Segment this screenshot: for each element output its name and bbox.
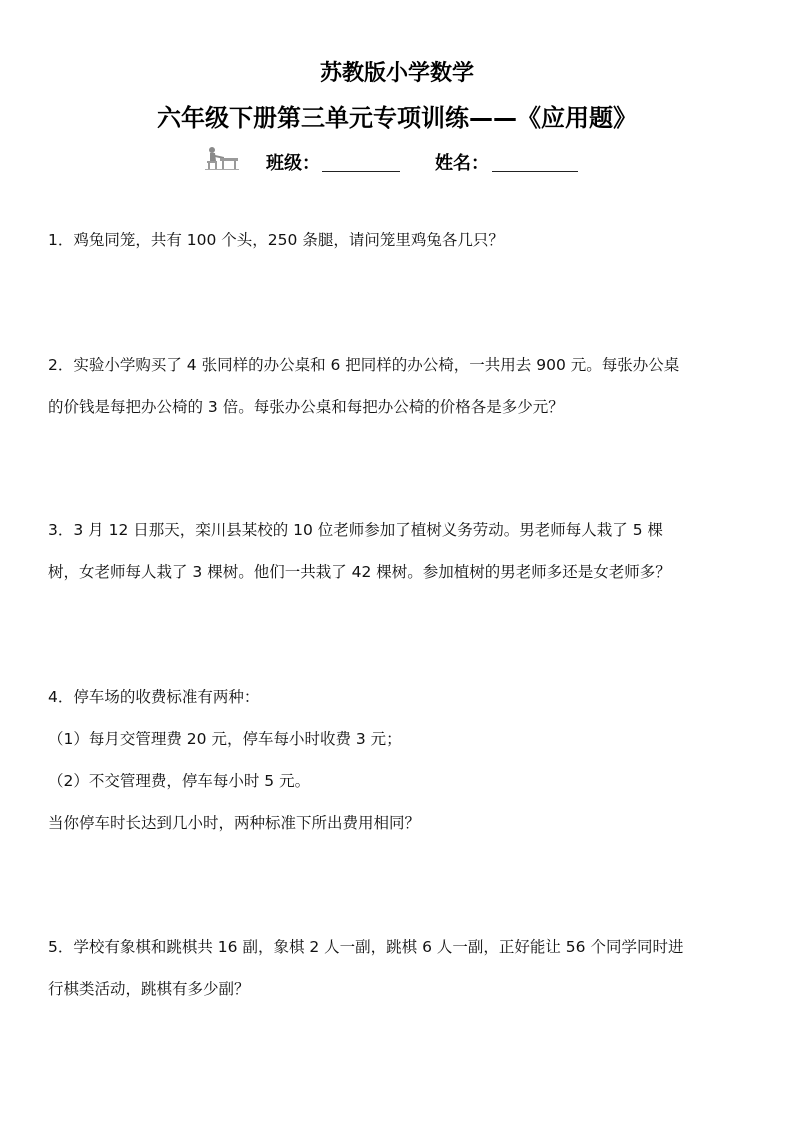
question-5-line-2: 行棋类活动，跳棋有多少副？	[48, 980, 250, 998]
worksheet-title: 苏教版小学数学	[319, 61, 474, 86]
question-1-line-1: 1．鸡兔同笼，共有 100 个头，250 条腿，请问笼里鸡兔各几只？	[48, 231, 504, 249]
question-3-line-2: 树，女老师每人栽了 3 棵树。他们一共栽了 42 棵树。参加植树的男老师多还是女老师多？	[48, 563, 671, 581]
question-4	[48, 676, 748, 844]
question-1	[48, 219, 748, 261]
question-4-line-2: （1）每月交管理费 20 元，停车每小时收费 3 元；	[48, 730, 402, 748]
question-4-line-3: （2）不交管理费，停车每小时 5 元。	[48, 772, 311, 790]
question-4-line-1: 4．停车场的收费标准有两种：	[48, 688, 260, 706]
question-2	[48, 344, 748, 428]
question-2-line-2: 的价钱是每把办公椅的 3 倍。每张办公桌和每把办公椅的价格各是多少元？	[48, 398, 564, 416]
worksheet-subtitle: 六年级下册第三单元专项训练——《应用题》	[157, 104, 637, 132]
question-2-line-1: 2．实验小学购买了 4 张同样的办公桌和 6 把同样的办公椅，一共用去 900 元。每张办公桌	[48, 356, 680, 374]
class-field[interactable]	[322, 171, 400, 172]
student-desk-icon	[204, 145, 240, 171]
name-field[interactable]	[492, 171, 578, 172]
question-4-line-4: 当你停车时长达到几小时，两种标准下所出费用相同？	[48, 814, 421, 832]
question-3	[48, 509, 748, 593]
name-label: 姓名：	[435, 153, 489, 174]
question-5	[48, 926, 748, 1010]
question-3-line-1: 3．3 月 12 日那天，栾川县某校的 10 位老师参加了植树义务劳动。男老师每人栽了 5 棵	[48, 521, 664, 539]
class-label: 班级：	[266, 153, 320, 174]
student-info-row	[0, 145, 794, 177]
question-5-line-1: 5．学校有象棋和跳棋共 16 副，象棋 2 人一副，跳棋 6 人一副，正好能让 56 个同学同时进	[48, 938, 684, 956]
